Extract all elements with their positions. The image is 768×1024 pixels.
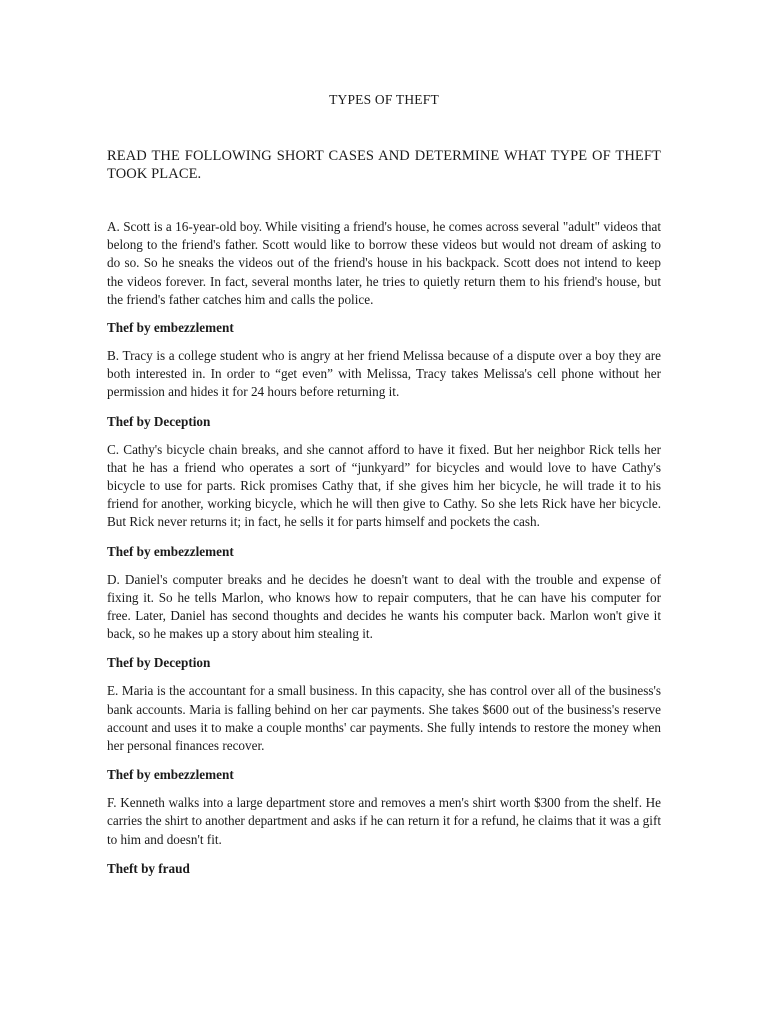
case-d-answer: Thef by Deception bbox=[107, 655, 211, 671]
case-a bbox=[107, 218, 661, 337]
case-d bbox=[107, 571, 661, 673]
document-title: TYPES OF THEFT bbox=[329, 92, 439, 107]
case-c-answer: Thef by embezzlement bbox=[107, 543, 234, 559]
case-f-answer: Theft by fraud bbox=[107, 860, 190, 876]
case-b-answer: Thef by Deception bbox=[107, 413, 211, 429]
case-e-text: E. Maria is the accountant for a small business. In this capacity, she has control over all of the business's bank accounts. Maria is falling behind on her car payments. She takes $600 out of the business's reserve account and uses it to make a couple months' car payments. She fully intends to restore the money when her personal finances recover. bbox=[107, 683, 661, 754]
case-f bbox=[107, 794, 661, 878]
case-list bbox=[107, 218, 661, 878]
case-c bbox=[107, 441, 661, 561]
case-a-answer: Thef by embezzlement bbox=[107, 320, 234, 336]
instructions-text: READ THE FOLLOWING SHORT CASES AND DETERMINE WHAT TYPE OF THEFT TOOK PLACE. bbox=[107, 148, 661, 182]
case-e-answer: Thef by embezzlement bbox=[107, 767, 234, 783]
case-b-text: B. Tracy is a college student who is angry at her friend Melissa because of a dispute over a boy they are both interested in. In order to “get even” with Melissa, Tracy takes Melissa's cell phone without her permission and hides it for 24 hours before returning it. bbox=[107, 348, 661, 400]
case-f-text: F. Kenneth walks into a large department store and removes a men's shirt worth $300 from the shelf. He carries the shirt to another department and asks if he can return it for a refund, he claims that it was a gift to him and doesn't fit. bbox=[107, 795, 661, 847]
case-e bbox=[107, 682, 661, 784]
case-b bbox=[107, 347, 661, 431]
case-d-text: D. Daniel's computer breaks and he decides he doesn't want to deal with the trouble and expense of fixing it. So he tells Marlon, who knows how to repair computers, that he can have his computer for free. Later, Daniel has second thoughts and decides he wants his computer back. Marlon won't give it back, so he makes up a story about him stealing it. bbox=[107, 571, 661, 642]
case-a-text: A. Scott is a 16-year-old boy. While visiting a friend's house, he comes across several "adult" videos that belong to the friend's father. Scott would like to borrow these videos but would not dream of asking to do so. So he sneaks the videos out of the friend's house in his backpack. Scott does not intend to keep the videos forever. In fact, several months later, he tries to quietly return them to his friend's house, but the friend's father catches him and calls the police. bbox=[107, 219, 661, 307]
case-c-text: C. Cathy's bicycle chain breaks, and she cannot afford to have it fixed. But her neighbor Rick tells her that he has a friend who operates a sort of “junkyard” for bicycles and would love to have Cathy's bicycle to use for parts. Rick promises Cathy that, if she gives him her bicycle, he will trade it to his friend for another, working bicycle, which he will then give to Cathy. So she lets Rick have her bicycle. But Rick never returns it; in fact, he sells it for parts himself and pockets the cash. bbox=[107, 441, 661, 530]
